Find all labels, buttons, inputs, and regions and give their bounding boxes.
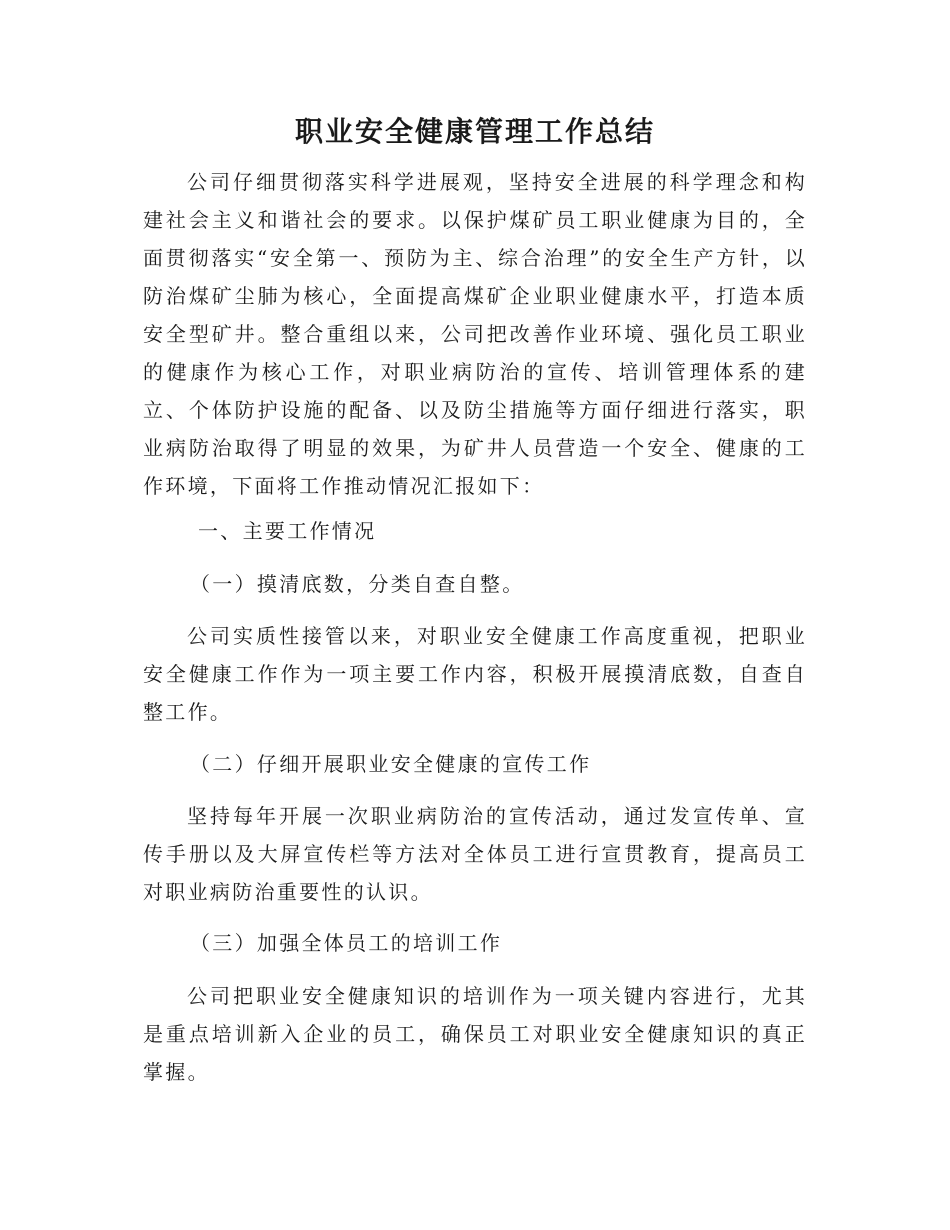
- document-title: 职业安全健康管理工作总结: [294, 115, 655, 148]
- subsection-heading-3: （三）加强全体员工的培训工作: [190, 931, 503, 955]
- section-heading-main-work: 一、主要工作情况: [198, 519, 377, 543]
- intro-paragraph: 公司仔细贯彻落实科学进展观，坚持安全进展的科学理念和构建社会主义和谐社会的要求。以保护煤矿员工职业健康为目的，全面贯彻落实“安全第一、预防为主、综合治理”的安全生产方针，以防治煤矿尘肺为核心，全面提高煤矿企业职业健康水平，打造本质安全型矿井。整合重组以来，公司把改善作业环境、强化员工职业的健康作为核心工作，对职业病防治的宣传、培训管理体系的建立、个体防护设施的配备、以及防尘措施等方面仔细进行落实，职业病防治取得了明显的效果，为矿井人员营造一个安全、健康的工作环境，下面将工作推动情况汇报如下：: [143, 170, 807, 498]
- subsection-heading-1: （一）摸清底数，分类自查自整。: [190, 572, 525, 596]
- subsection-body-3: 公司把职业安全健康知识的培训作为一项关键内容进行，尤其是重点培训新入企业的员工，确保员工对职业安全健康知识的真正掌握。: [143, 984, 807, 1084]
- subsection-body-2: 坚持每年开展一次职业病防治的宣传活动，通过发宣传单、宣传手册以及大屏宣传栏等方法对全体员工进行宣贯教育，提高员工对职业病防治重要性的认识。: [143, 804, 807, 904]
- subsection-body-1: 公司实质性接管以来，对职业安全健康工作高度重视，把职业安全健康工作作为一项主要工作内容，积极开展摸清底数，自查自整工作。: [143, 624, 807, 724]
- subsection-heading-2: （二）仔细开展职业安全健康的宣传工作: [190, 752, 592, 776]
